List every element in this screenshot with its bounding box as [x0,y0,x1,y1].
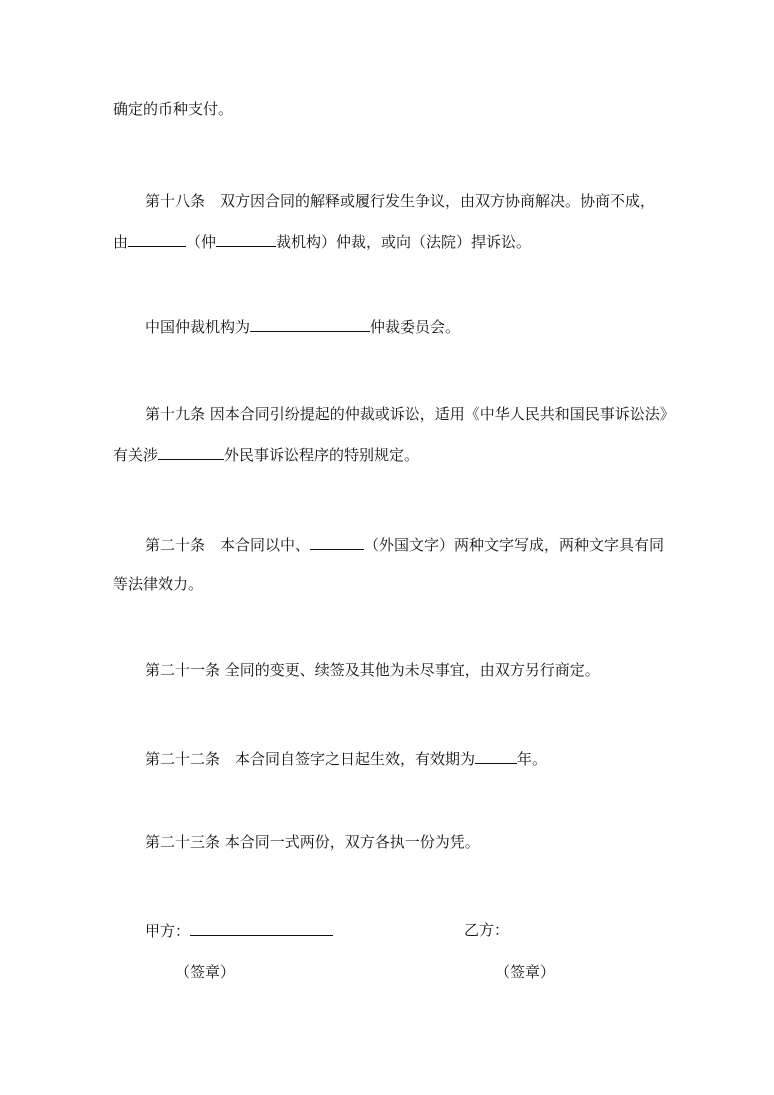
article-22-line [145,748,547,769]
article-19-text-2b: 外民事诉讼程序的特别规定。 [224,446,420,464]
party-a-seal-text: （签章） [175,963,236,981]
article-23-text: 第二十三条 本合同一式两份，双方各执一份为凭。 [145,833,480,851]
foreign-related-blank [158,444,224,460]
arbitration-committee-blank [250,316,370,332]
arbitration-body-blank [216,231,276,247]
party-a-seal [175,962,235,982]
article-21-text: 第二十一条 全同的变更、续签及其他为未尽事宜，由双方另行商定。 [145,661,600,679]
arbitration-suffix: 仲裁委员会。 [370,318,461,336]
article-19-line-1 [145,404,675,424]
article-19-text-1: 第十九条 因本合同引纷提起的仲裁或诉讼，适用《中华人民共和国民事诉讼法》 [145,405,675,423]
article-22-suffix: 年。 [517,750,548,768]
arbitration-prefix: 中国仲裁机构为 [145,318,251,336]
article-20-text-1b: （外国文字）两种文字写成，两种文字具有同 [364,536,665,554]
party-a-name-blank [190,920,333,936]
article-22-prefix: 第二十二条 本合同自签字之日起生效，有效期为 [145,750,476,768]
article-20-text-2: 等法律效力。 [113,575,204,593]
party-a-line [145,920,333,941]
foreign-language-blank [310,534,364,550]
article-18-line-1 [145,191,655,211]
article-18-text-2a: 由 [113,233,129,251]
article-19-text-2a: 有关涉 [113,446,159,464]
article-21-line [145,660,600,680]
intro-tail [113,99,233,119]
intro-tail-text: 确定的币种支付。 [113,100,234,118]
party-b-seal [495,962,555,982]
validity-years-blank [475,748,517,764]
article-19-line-2 [113,444,419,465]
party-b-label: 乙方： [464,921,510,939]
party-a-label: 甲方： [145,922,191,940]
party-b-seal-text: （签章） [495,963,556,981]
arbitration-line [145,316,460,337]
article-18-text-2c: 裁机构）仲裁，或向（法院）捍诉讼。 [276,233,532,251]
article-20-line-1 [145,534,664,555]
arbitration-city-blank [128,231,186,247]
article-18-line-2 [113,231,531,252]
article-20-line-2 [113,574,203,594]
party-b-line [464,920,509,940]
article-18-text-1: 第十八条 双方因合同的解释或履行发生争议，由双方协商解决。协商不成， [145,192,656,210]
article-18-text-2b: （仲 [186,233,217,251]
article-23-line [145,832,480,852]
article-20-text-1a: 第二十条 本合同以中、 [145,536,311,554]
